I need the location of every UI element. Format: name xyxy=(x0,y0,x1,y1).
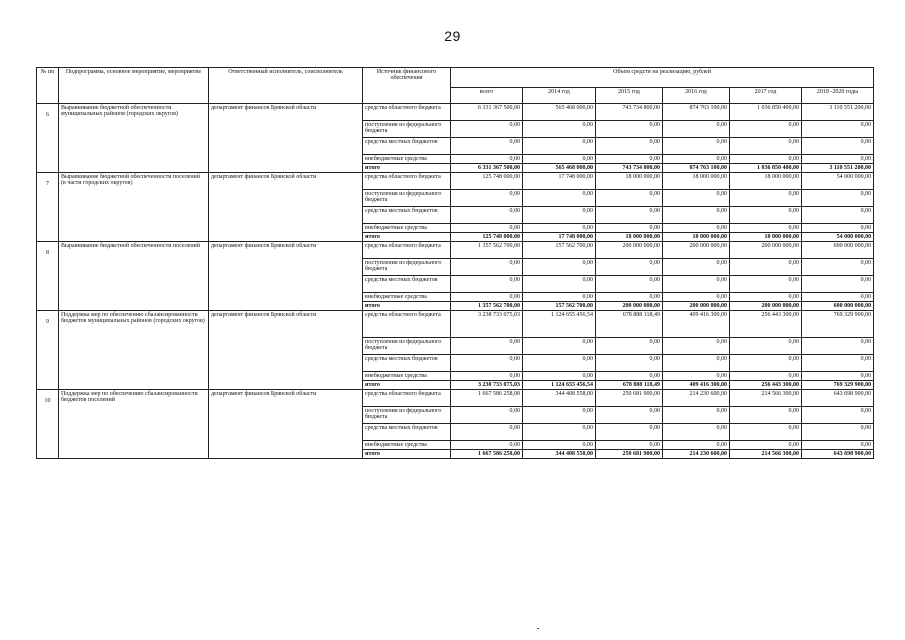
amount-cell: 0,00 xyxy=(451,155,523,164)
amount-cell: 678 888 118,49 xyxy=(596,311,663,338)
amount-cell: 1 124 655 456,54 xyxy=(523,381,596,390)
amount-cell: 0,00 xyxy=(802,224,874,233)
amount-cell: 0,00 xyxy=(802,276,874,293)
amount-cell: 0,00 xyxy=(596,276,663,293)
amount-cell: 0,00 xyxy=(730,138,802,155)
amount-cell: 0,00 xyxy=(596,259,663,276)
amount-cell: 0,00 xyxy=(451,276,523,293)
table-row xyxy=(37,242,874,259)
amount-cell: 0,00 xyxy=(802,372,874,381)
funding-source: средства областного бюджета xyxy=(363,311,451,338)
amount-cell: 200 000 000,00 xyxy=(596,242,663,259)
responsible-executor: департамент финансов Брянской области xyxy=(209,242,363,311)
funding-source: итого xyxy=(363,164,451,173)
header-year-2018-2020: 2018 -2020 годы xyxy=(802,88,874,104)
amount-cell: 0,00 xyxy=(730,355,802,372)
amount-cell: 0,00 xyxy=(663,121,730,138)
funding-source: средства местных бюджетов xyxy=(363,207,451,224)
amount-cell: 18 000 000,00 xyxy=(730,173,802,190)
amount-cell: 0,00 xyxy=(523,121,596,138)
amount-cell: 3 110 551 200,00 xyxy=(802,104,874,121)
amount-cell: 0,00 xyxy=(451,190,523,207)
amount-cell: 3 110 551 200,00 xyxy=(802,164,874,173)
table-row xyxy=(37,311,874,338)
amount-cell: 0,00 xyxy=(451,224,523,233)
amount-cell: 0,00 xyxy=(663,338,730,355)
amount-cell: 200 000 000,00 xyxy=(730,242,802,259)
amount-cell: 409 416 300,00 xyxy=(663,311,730,338)
amount-cell: 157 562 700,00 xyxy=(523,242,596,259)
funding-source: внебюджетные средства xyxy=(363,372,451,381)
amount-cell: 874 763 100,00 xyxy=(663,164,730,173)
funding-source: средства областного бюджета xyxy=(363,173,451,190)
amount-cell: 0,00 xyxy=(596,138,663,155)
amount-cell: 200 000 000,00 xyxy=(730,302,802,311)
amount-cell: 1 667 586 258,00 xyxy=(451,390,523,407)
header-year-total: всего xyxy=(451,88,523,104)
program-name: Поддержка мер по обеспечению сбалансированности бюджетов муниципальных районов (городских округов) xyxy=(59,311,209,390)
amount-cell: 0,00 xyxy=(730,224,802,233)
amount-cell: 6 331 367 500,00 xyxy=(451,104,523,121)
amount-cell: 643 698 900,00 xyxy=(802,450,874,459)
amount-cell: 0,00 xyxy=(523,441,596,450)
amount-cell: 18 000 000,00 xyxy=(596,173,663,190)
amount-cell: 0,00 xyxy=(802,207,874,224)
funding-source: итого xyxy=(363,450,451,459)
amount-cell: 0,00 xyxy=(802,293,874,302)
amount-cell: 0,00 xyxy=(596,190,663,207)
amount-cell: 0,00 xyxy=(663,293,730,302)
amount-cell: 0,00 xyxy=(523,155,596,164)
amount-cell: 0,00 xyxy=(802,407,874,424)
amount-cell: 0,00 xyxy=(663,259,730,276)
amount-cell: 200 000 000,00 xyxy=(663,242,730,259)
header-responsible: Ответственный исполнитель, соисполнитель xyxy=(209,68,363,104)
amount-cell: 743 734 800,00 xyxy=(596,104,663,121)
table-body xyxy=(37,104,874,459)
amount-cell: 0,00 xyxy=(730,259,802,276)
amount-cell: 769 329 900,00 xyxy=(802,311,874,338)
amount-cell: 0,00 xyxy=(730,407,802,424)
amount-cell: 565 468 000,00 xyxy=(523,104,596,121)
amount-cell: 0,00 xyxy=(730,293,802,302)
funding-source: итого xyxy=(363,302,451,311)
amount-cell: 0,00 xyxy=(596,407,663,424)
responsible-executor: департамент финансов Брянской области xyxy=(209,311,363,390)
header-source: Источник финансового обеспечения xyxy=(363,68,451,104)
amount-cell: 0,00 xyxy=(523,259,596,276)
amount-cell: 0,00 xyxy=(802,121,874,138)
amount-cell: 0,00 xyxy=(523,207,596,224)
amount-cell: 409 416 300,00 xyxy=(663,381,730,390)
amount-cell: 643 698 900,00 xyxy=(802,390,874,407)
amount-cell: 743 734 800,00 xyxy=(596,164,663,173)
funding-source: средства областного бюджета xyxy=(363,104,451,121)
amount-cell: 0,00 xyxy=(663,224,730,233)
amount-cell: 1 036 850 400,00 xyxy=(730,164,802,173)
amount-cell: 0,00 xyxy=(663,155,730,164)
amount-cell: 214 566 300,00 xyxy=(730,390,802,407)
amount-cell: 0,00 xyxy=(663,190,730,207)
amount-cell: 0,00 xyxy=(802,155,874,164)
amount-cell: 125 748 000,00 xyxy=(451,173,523,190)
amount-cell: 1 124 655 456,54 xyxy=(523,311,596,338)
amount-cell: 0,00 xyxy=(730,276,802,293)
funding-source: поступления из федерального бюджета xyxy=(363,407,451,424)
amount-cell: 200 000 000,00 xyxy=(596,302,663,311)
funding-source: поступления из федерального бюджета xyxy=(363,259,451,276)
amount-cell: 3 238 733 075,03 xyxy=(451,311,523,338)
amount-cell: 0,00 xyxy=(523,190,596,207)
header-volume: Объем средств на реализацию, рублей xyxy=(451,68,874,88)
amount-cell: 250 681 900,00 xyxy=(596,450,663,459)
header-year-2017: 2017 год xyxy=(730,88,802,104)
amount-cell: 0,00 xyxy=(451,441,523,450)
amount-cell: 18 000 000,00 xyxy=(596,233,663,242)
amount-cell: 0,00 xyxy=(523,338,596,355)
amount-cell: 18 000 000,00 xyxy=(663,233,730,242)
table-row xyxy=(37,173,874,190)
amount-cell: 0,00 xyxy=(596,224,663,233)
funding-source: средства областного бюджета xyxy=(363,390,451,407)
amount-cell: 0,00 xyxy=(451,372,523,381)
amount-cell: 0,00 xyxy=(663,424,730,441)
responsible-executor: департамент финансов Брянской области xyxy=(209,173,363,242)
amount-cell: 0,00 xyxy=(802,190,874,207)
funding-source: внебюджетные средства xyxy=(363,441,451,450)
amount-cell: 1 667 586 258,00 xyxy=(451,450,523,459)
amount-cell: 214 230 600,00 xyxy=(663,450,730,459)
funding-source: средства местных бюджетов xyxy=(363,424,451,441)
amount-cell: 0,00 xyxy=(451,259,523,276)
amount-cell: 54 000 000,00 xyxy=(802,233,874,242)
row-number: 9 xyxy=(37,311,59,390)
amount-cell: 0,00 xyxy=(523,355,596,372)
budget-table xyxy=(36,67,874,459)
amount-cell: 0,00 xyxy=(596,207,663,224)
amount-cell: 0,00 xyxy=(730,372,802,381)
amount-cell: 0,00 xyxy=(663,407,730,424)
amount-cell: 0,00 xyxy=(802,138,874,155)
amount-cell: 200 000 000,00 xyxy=(663,302,730,311)
row-number: 6 xyxy=(37,104,59,173)
amount-cell: 344 408 558,00 xyxy=(523,450,596,459)
amount-cell: 0,00 xyxy=(802,424,874,441)
amount-cell: 0,00 xyxy=(730,441,802,450)
funding-source: средства местных бюджетов xyxy=(363,355,451,372)
amount-cell: 0,00 xyxy=(451,424,523,441)
amount-cell: 678 888 118,49 xyxy=(596,381,663,390)
amount-cell: 0,00 xyxy=(523,293,596,302)
amount-cell: 18 000 000,00 xyxy=(730,233,802,242)
amount-cell: 0,00 xyxy=(451,121,523,138)
amount-cell: 600 000 000,00 xyxy=(802,242,874,259)
amount-cell: 3 238 733 075,03 xyxy=(451,381,523,390)
row-number: 7 xyxy=(37,173,59,242)
amount-cell: 0,00 xyxy=(663,372,730,381)
amount-cell: 344 408 558,00 xyxy=(523,390,596,407)
program-name: Выравнивание бюджетной обеспеченности муниципальных районов (городских округов) xyxy=(59,104,209,173)
amount-cell: 0,00 xyxy=(596,121,663,138)
amount-cell: 0,00 xyxy=(730,190,802,207)
amount-cell: 0,00 xyxy=(451,355,523,372)
amount-cell: 0,00 xyxy=(802,355,874,372)
program-name: Выравнивание бюджетной обеспеченности поселений xyxy=(59,242,209,311)
page-number: 29 xyxy=(444,28,461,44)
amount-cell: 0,00 xyxy=(663,138,730,155)
amount-cell: 0,00 xyxy=(730,121,802,138)
funding-source: средства местных бюджетов xyxy=(363,276,451,293)
amount-cell: 157 562 700,00 xyxy=(523,302,596,311)
amount-cell: 256 443 300,00 xyxy=(730,381,802,390)
amount-cell: 0,00 xyxy=(596,293,663,302)
amount-cell: 0,00 xyxy=(596,355,663,372)
amount-cell: 0,00 xyxy=(523,407,596,424)
program-name: Выравнивание бюджетной обеспеченности поселений (в части городских округов) xyxy=(59,173,209,242)
amount-cell: 0,00 xyxy=(663,355,730,372)
table-header xyxy=(37,68,874,104)
header-program: Подпрограмма, основное мероприятие, мероприятие xyxy=(59,68,209,104)
amount-cell: 0,00 xyxy=(451,338,523,355)
amount-cell: 0,00 xyxy=(663,276,730,293)
table-row xyxy=(37,104,874,121)
funding-source: итого xyxy=(363,233,451,242)
funding-source: итого xyxy=(363,381,451,390)
amount-cell: 0,00 xyxy=(596,155,663,164)
amount-cell: 125 748 000,00 xyxy=(451,233,523,242)
header-year-2015: 2015 год xyxy=(596,88,663,104)
amount-cell: 769 329 900,00 xyxy=(802,381,874,390)
funding-source: внебюджетные средства xyxy=(363,224,451,233)
row-number: 10 xyxy=(37,390,59,459)
funding-source: поступления из федерального бюджета xyxy=(363,338,451,355)
amount-cell: 0,00 xyxy=(451,207,523,224)
amount-cell: 1 357 562 700,00 xyxy=(451,242,523,259)
amount-cell: 565 468 000,00 xyxy=(523,164,596,173)
amount-cell: 0,00 xyxy=(451,407,523,424)
amount-cell: 17 748 000,00 xyxy=(523,233,596,242)
amount-cell: 0,00 xyxy=(663,441,730,450)
amount-cell: 0,00 xyxy=(730,207,802,224)
funding-source: средства местных бюджетов xyxy=(363,138,451,155)
header-year-2016: 2016 год xyxy=(663,88,730,104)
amount-cell: 0,00 xyxy=(451,293,523,302)
amount-cell: 0,00 xyxy=(730,424,802,441)
table-row xyxy=(37,390,874,407)
program-name: Поддержка мер по обеспечению сбалансированности бюджетов поселений xyxy=(59,390,209,459)
amount-cell: 0,00 xyxy=(730,155,802,164)
amount-cell: 214 230 600,00 xyxy=(663,390,730,407)
amount-cell: 0,00 xyxy=(451,138,523,155)
amount-cell: 0,00 xyxy=(523,424,596,441)
funding-source: внебюджетные средства xyxy=(363,293,451,302)
amount-cell: 0,00 xyxy=(596,372,663,381)
amount-cell: 0,00 xyxy=(663,207,730,224)
amount-cell: 1 036 850 400,00 xyxy=(730,104,802,121)
funding-source: поступления из федерального бюджета xyxy=(363,190,451,207)
amount-cell: 17 748 000,00 xyxy=(523,173,596,190)
amount-cell: 0,00 xyxy=(802,259,874,276)
amount-cell: 0,00 xyxy=(523,224,596,233)
header-year-2014: 2014 год xyxy=(523,88,596,104)
amount-cell: 600 000 000,00 xyxy=(802,302,874,311)
amount-cell: 0,00 xyxy=(596,424,663,441)
funding-source: поступления из федерального бюджета xyxy=(363,121,451,138)
row-number: 8 xyxy=(37,242,59,311)
amount-cell: 54 000 000,00 xyxy=(802,173,874,190)
responsible-executor: департамент финансов Брянской области xyxy=(209,390,363,459)
amount-cell: 0,00 xyxy=(596,338,663,355)
amount-cell: 0,00 xyxy=(730,338,802,355)
amount-cell: 874 763 100,00 xyxy=(663,104,730,121)
amount-cell: 0,00 xyxy=(523,276,596,293)
amount-cell: 18 000 000,00 xyxy=(663,173,730,190)
funding-source: внебюджетные средства xyxy=(363,155,451,164)
amount-cell: 1 357 562 700,00 xyxy=(451,302,523,311)
amount-cell: 6 331 367 500,00 xyxy=(451,164,523,173)
scan-mark xyxy=(537,628,539,629)
amount-cell: 214 566 300,00 xyxy=(730,450,802,459)
amount-cell: 0,00 xyxy=(523,138,596,155)
amount-cell: 0,00 xyxy=(802,441,874,450)
amount-cell: 0,00 xyxy=(523,372,596,381)
funding-source: средства областного бюджета xyxy=(363,242,451,259)
responsible-executor: департамент финансов Брянской области xyxy=(209,104,363,173)
amount-cell: 0,00 xyxy=(596,441,663,450)
header-num: № пп xyxy=(37,68,59,104)
amount-cell: 250 681 900,00 xyxy=(596,390,663,407)
amount-cell: 256 443 300,00 xyxy=(730,311,802,338)
amount-cell: 0,00 xyxy=(802,338,874,355)
